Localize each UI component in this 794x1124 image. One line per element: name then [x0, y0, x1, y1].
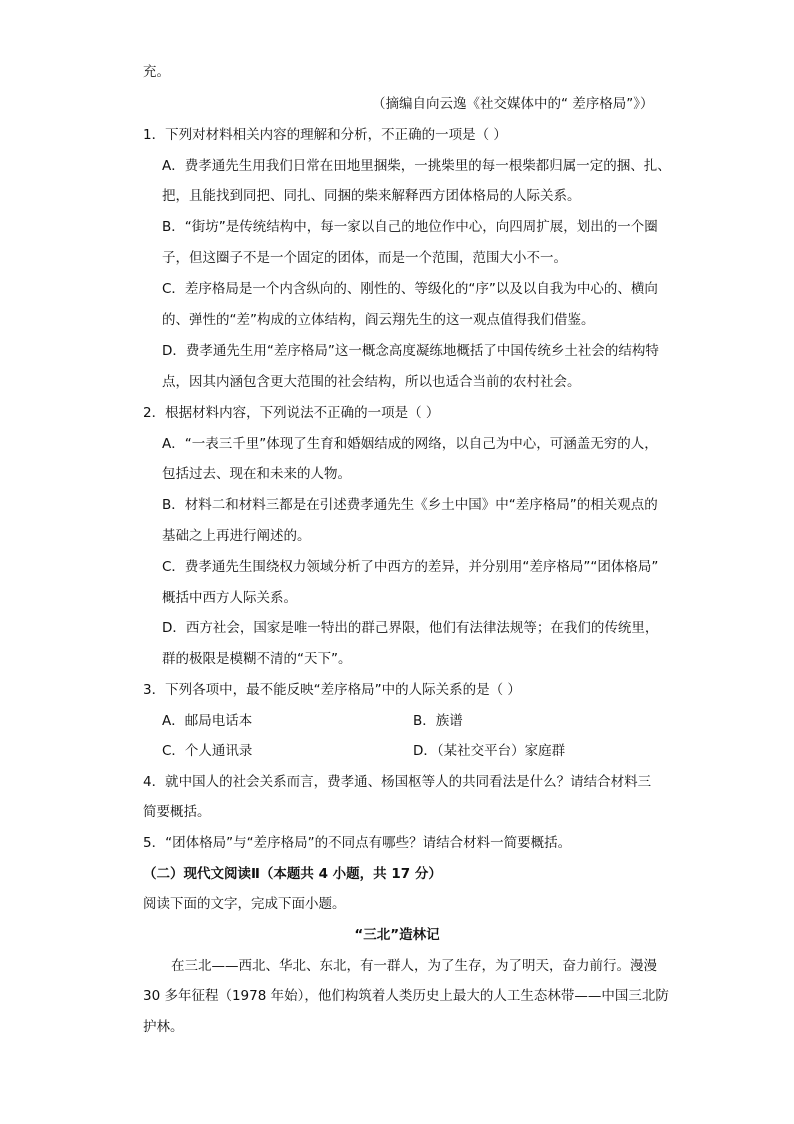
- question-2-option-c: C．费孝通先生围绕权力领域分析了中西方的差异，并分别用“差序格局”“团体格局”: [162, 559, 659, 575]
- article-paragraph-line-1: 在三北——西北、华北、东北，有一群人，为了生存，为了明天，奋力前行。漫漫: [171, 958, 657, 974]
- question-3-stem: 3．下列各项中，最不能反映“差序格局”中的人际关系的是（ ）: [143, 682, 521, 698]
- reading-instruction: 阅读下面的文字，完成下面小题。: [143, 896, 346, 912]
- question-1-option-a-cont: 把，且能找到同把、同扎、同捆的柴来解释西方团体格局的人际关系。: [162, 188, 581, 204]
- question-2-option-a: A．“一表三千里”体现了生育和婚姻结成的网络，以自己为中心，可涵盖无穷的人，: [162, 436, 658, 452]
- question-2-option-d: D．西方社会，国家是唯一特出的群己界限，他们有法律法规等；在我们的传统里，: [162, 620, 659, 636]
- question-1-option-b: B．“街坊”是传统结构中，每一家以自己的地位作中心，向四周扩展，划出的一个圈: [162, 219, 658, 235]
- question-4-stem: 4．就中国人的社会关系而言，费孝通、杨国枢等人的共同看法是什么？请结合材料三: [143, 774, 652, 790]
- question-2-stem: 2．根据材料内容，下列说法不正确的一项是（ ）: [143, 405, 440, 421]
- question-1-stem: 1．下列对材料相关内容的理解和分析，不正确的一项是（ ）: [143, 127, 507, 143]
- question-3-option-b: B．族谱: [413, 713, 463, 729]
- question-1-option-d-cont: 点，因其内涵包含更大范围的社会结构，所以也适合当前的农村社会。: [162, 374, 581, 390]
- question-1-option-a: A．费孝通先生用我们日常在田地里捆柴，一挑柴里的每一根柴都归属一定的捆、扎、: [162, 158, 671, 174]
- continuation-text: 充。: [143, 64, 170, 80]
- article-title: “三北”造林记: [354, 927, 440, 943]
- question-2-option-a-cont: 包括过去、现在和未来的人物。: [162, 466, 351, 482]
- article-paragraph-line-2: 30 多年征程（1978 年始），他们构筑着人类历史上最大的人工生态林带——中国三北防: [143, 988, 669, 1004]
- question-2-option-b-cont: 基础之上再进行阐述的。: [162, 528, 311, 544]
- question-3-option-d: D．（某社交平台）家庭群: [413, 743, 566, 759]
- question-1-option-b-cont: 子，但这圈子不是一个固定的团体，而是一个范围，范围大小不一。: [162, 250, 567, 266]
- question-5-stem: 5．“团体格局”与“差序格局”的不同点有哪些？请结合材料一简要概括。: [143, 835, 572, 851]
- question-2-option-b: B．材料二和材料三都是在引述费孝通先生《乡土中国》中“差序格局”的相关观点的: [162, 497, 658, 513]
- question-1-option-c: C．差序格局是一个内含纵向的、刚性的、等级化的“序”以及以自我为中心的、横向: [162, 281, 658, 297]
- question-2-option-d-cont: 群的极限是模糊不清的“天下”。: [162, 651, 352, 667]
- question-3-option-c: C．个人通讯录: [162, 743, 253, 759]
- question-1-option-c-cont: 的、弹性的“差”构成的立体结构，阎云翔先生的这一观点值得我们借鉴。: [162, 312, 595, 328]
- question-3-option-a: A．邮局电话本: [162, 713, 253, 729]
- question-1-option-d: D．费孝通先生用“差序格局”这一概念高度凝练地概括了中国传统乡土社会的结构特: [162, 343, 659, 359]
- question-2-option-c-cont: 概括中西方人际关系。: [162, 590, 297, 606]
- question-4-stem-cont: 简要概括。: [143, 804, 211, 820]
- citation: （摘编自向云逸《社交媒体中的“ 差序格局”》）: [372, 96, 654, 112]
- article-paragraph-line-3: 护林。: [143, 1019, 184, 1035]
- section-heading: （二）现代文阅读Ⅱ（本题共 4 小题，共 17 分）: [143, 866, 442, 882]
